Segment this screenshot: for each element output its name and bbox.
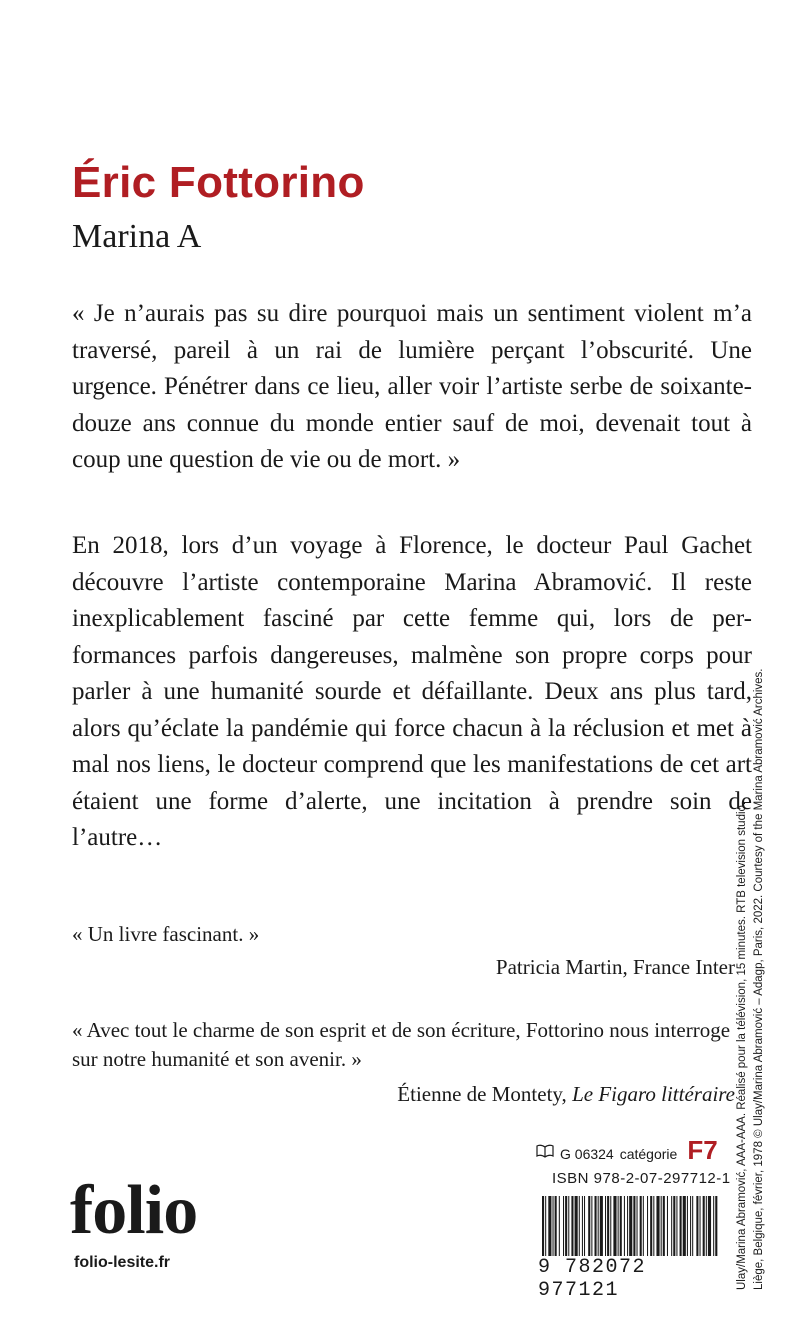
- author-name: Éric Fottorino: [72, 158, 365, 207]
- photo-credit-line-2: Liège, Belgique, février, 1978 © Ulay/Marina Abramović – Adagp, Paris, 2022. Courtesy of the Marina Abramović Archives.: [753, 668, 765, 1290]
- review-quote-1: « Un livre fascinant. »: [72, 922, 260, 946]
- publisher-website[interactable]: folio-lesite.fr: [74, 1254, 171, 1271]
- category-code: F7: [687, 1135, 718, 1165]
- book-excerpt: « Je n’aurais pas su dire pourquoi mais un sentiment violent m’a traversé, pareil à un rai de lumière perçant l’obscurité. Une urgence. Pénétrer dans ce lieu, aller voir l’artiste serbe de soixante-douze ans connue du monde entier sauf de moi, devenait tout à coup une question de vie ou de mort. »: [72, 300, 752, 473]
- photo-credit: [734, 600, 786, 1290]
- open-book-icon: [536, 1144, 554, 1158]
- photo-credit-line-1: Ulay/Marina Abramović, AAA-AAA. Réalisé pour la télévision, 15 minutes. RTB television studio.: [736, 801, 748, 1290]
- book-summary: En 2018, lors d’un voyage à Florence, le docteur Paul Gachet découvre l’artiste contemporaine Marina Abramović. Il reste inexplicablement fasciné par cette femme qui, lors de per-formances parfois dangereuses, malmène son propre corps pour parler à une humanité sourde et défaillante. Deux ans plus tard, alors qu’éclate la pandémie qui force chacun à la réclusion et met à mal nos liens, le docteur comprend que les manifestations de cet art étaient une forme d’alerte, une incitation à prendre soin de l’autre…: [72, 532, 752, 851]
- category-line: [536, 1135, 718, 1166]
- publisher-logo: folio: [70, 1172, 198, 1249]
- isbn: ISBN 978-2-07-297712-1: [552, 1170, 731, 1187]
- review-source-1: Patricia Martin, France Inter: [495, 955, 735, 979]
- barcode-digits: 9 782072 977121: [536, 1256, 726, 1302]
- category-label: catégorie: [619, 1146, 678, 1162]
- product-code: G 06324: [560, 1146, 614, 1162]
- review-source-2: [397, 1082, 735, 1107]
- review-quote-2: « Avec tout le charme de son esprit et de son écriture, Fottorino nous interroge sur notre humanité et son avenir. »: [72, 1018, 731, 1071]
- book-title: Marina A: [72, 218, 202, 255]
- review-source-2-name: Étienne de Montety,: [397, 1082, 573, 1106]
- review-source-2-publication: Le Figaro littéraire: [572, 1082, 735, 1106]
